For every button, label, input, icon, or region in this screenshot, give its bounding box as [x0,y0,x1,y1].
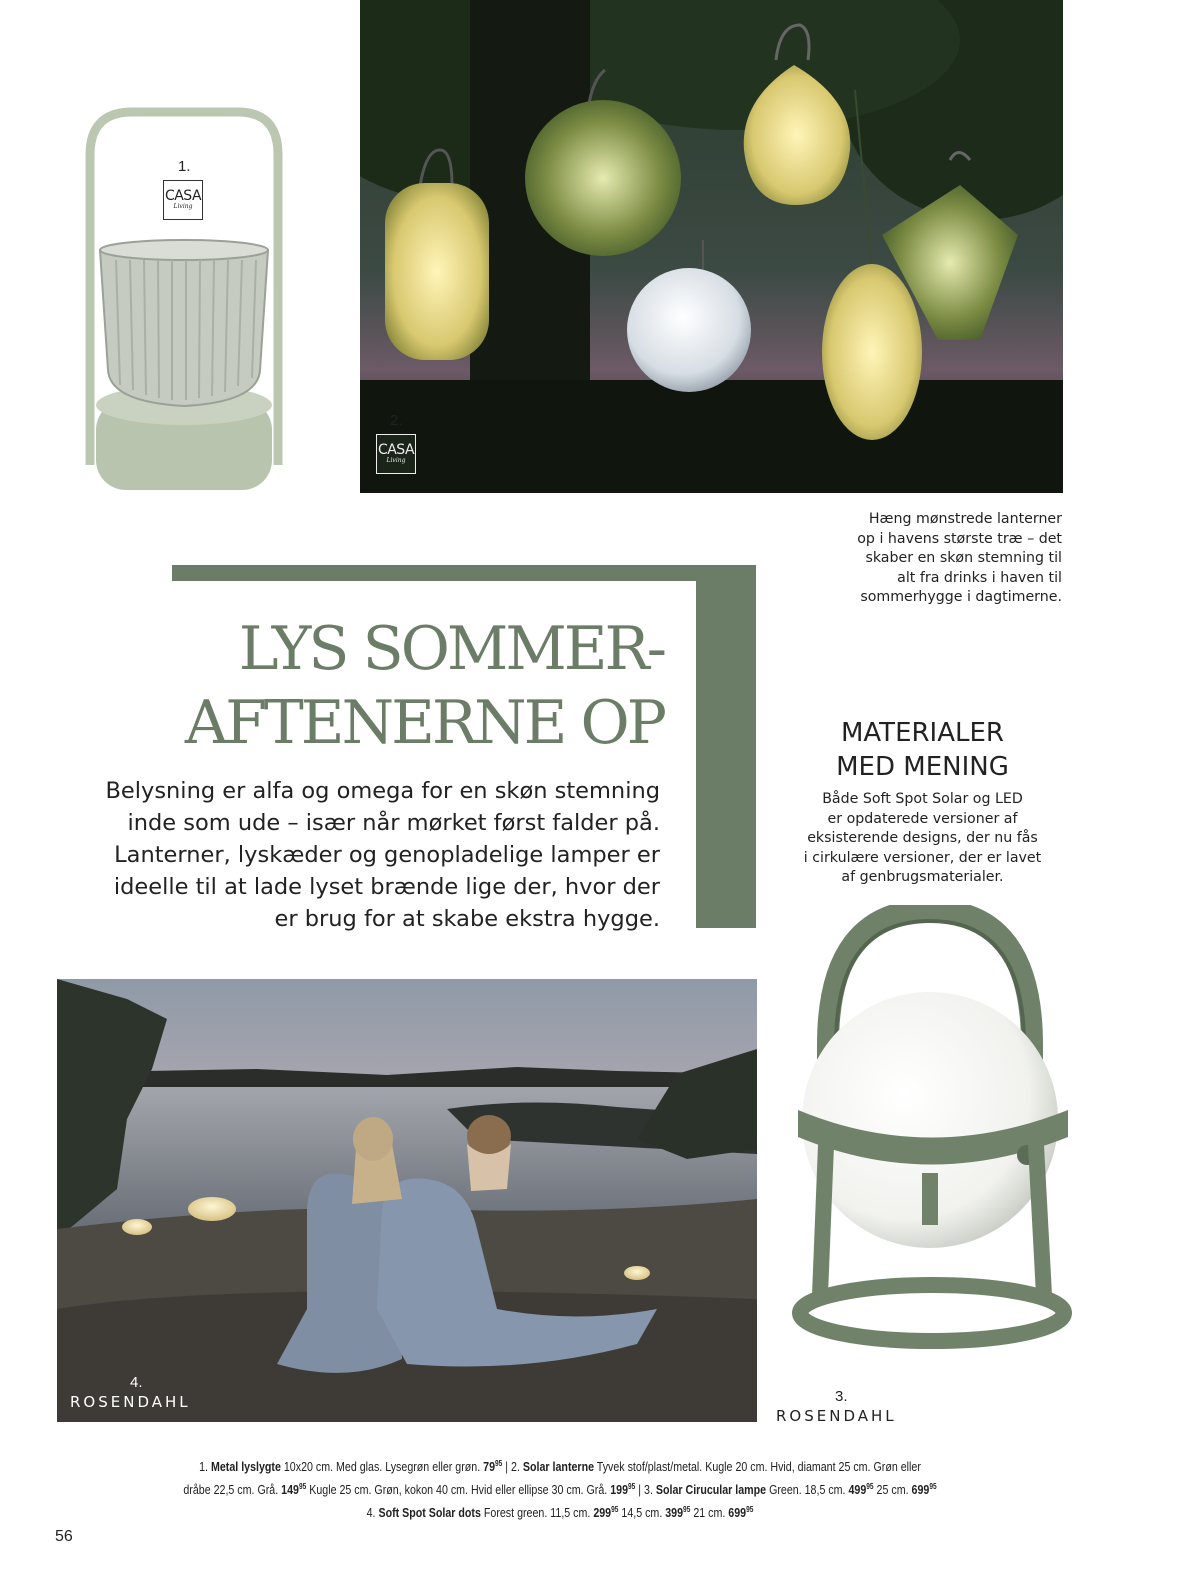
caption-line: skaber en skøn stemning til [865,550,1062,566]
logo-script: Living [386,457,406,464]
casa-living-logo-2 [376,434,416,474]
logo-text: CASA [377,442,415,458]
materials-line: eksisterende designs, der nu fås [807,830,1038,846]
price-cents: 95 [929,1482,937,1491]
materials-heading-line: MED MENING [836,752,1009,782]
materials-line: i cirkulære versioner, der er lavet [803,849,1042,866]
frame-bar-top [172,565,756,581]
product-number-4: 4. [130,1374,143,1391]
headline-line-1: LYS SOMMER- [238,614,664,684]
price: 199 [610,1482,629,1497]
rosendahl-logo-4: ROSENDAHL [70,1393,191,1411]
casa-living-logo [163,180,203,220]
footer-text: 2. [511,1459,520,1474]
price: 299 [593,1505,612,1520]
price-cents: 95 [495,1459,503,1468]
footer-text: Kugle 25 cm. Grøn, kokon 40 cm. Hvid eller ellipse 30 cm. Grå. [309,1482,608,1497]
hanging-lanterns-photo [360,0,1063,493]
lanterns-caption [790,510,1062,608]
price-cents: 95 [746,1505,754,1514]
product-list-footer [150,1454,970,1523]
product-name: Soft Spot Solar dots [378,1505,481,1520]
price: 149 [281,1482,299,1497]
price: 699 [728,1505,747,1520]
intro-line: ideelle til at lade lyset brænde lige der, hvor der [113,874,660,900]
price-cents: 95 [611,1505,619,1514]
separator: | [505,1459,509,1474]
logo-text: CASA [164,188,202,204]
product-number-1: 1. [178,158,191,175]
footer-text: Forest green. 11,5 cm. [483,1505,591,1520]
footer-line-3 [150,1500,970,1523]
intro-line: Belysning er alfa og omega for en skøn stemning [105,778,660,804]
price-cents: 95 [683,1505,691,1514]
footer-text: dråbe 22,5 cm. Grå. [183,1482,279,1497]
footer-text: Tyvek stof/plast/metal. Kugle 20 cm. Hvid, diamant 25 cm. Grøn eller [596,1459,921,1474]
seaside-illustration [57,979,757,1422]
separator: | [638,1482,642,1497]
product-number-3: 3. [835,1388,848,1405]
product-name: Solar Cirucular lampe [655,1482,767,1497]
footer-line-1 [150,1454,970,1477]
materials-heading-line: MATERIALER [840,718,1004,748]
caption-line: op i havens største træ – det [857,530,1062,547]
product-name: Solar lanterne [522,1459,595,1474]
solar-lamp-image [790,905,1075,1360]
materials-line: Både Soft Spot Solar og LED [822,791,1023,807]
logo-script: Living [173,203,193,210]
footer-text: 4. [366,1505,376,1520]
page-headline [40,612,664,760]
intro-line: er brug for at skabe ekstra hygge. [274,906,660,932]
price: 499 [848,1482,867,1497]
price-cents: 95 [298,1482,307,1491]
materials-heading [790,716,1055,784]
materials-body [790,790,1055,888]
caption-line: sommerhygge i dagtimerne. [860,589,1062,605]
materials-line: af genbrugsmaterialer. [841,869,1004,885]
caption-line: alt fra drinks i haven til [897,569,1062,586]
footer-text: 3. [644,1482,653,1497]
intro-paragraph [60,775,660,935]
caption-line: Hæng mønstrede lanterner [868,511,1062,527]
intro-line: Lanterner, lyskæder og genopladelige lamper er [114,842,660,868]
price-cents: 95 [866,1482,874,1491]
couple-seaside-photo [57,979,757,1422]
footer-text: 25 cm. [876,1482,909,1497]
footer-line-2 [150,1477,970,1500]
intro-line: inde som ude – især når mørket først falder på. [127,810,660,836]
footer-text: 1. [199,1459,209,1474]
price: 79 [483,1459,496,1474]
rosendahl-logo-3: ROSENDAHL [776,1407,897,1425]
footer-text: 14,5 cm. [621,1505,663,1520]
product-number-2: 2. [390,412,403,429]
lanterns-illustration [360,0,1063,493]
footer-text: 10x20 cm. Med glas. Lysegrøn eller grøn. [283,1459,481,1474]
footer-text: Green. 18,5 cm. [769,1482,846,1497]
page-number: 56 [55,1528,73,1545]
materials-line: er opdaterede versioner af [827,810,1018,827]
frame-bar-side [696,565,756,928]
footer-text: 21 cm. [693,1505,726,1520]
price: 699 [911,1482,930,1497]
price-cents: 95 [628,1482,636,1491]
product-name: Metal lyslygte [210,1459,281,1474]
price: 399 [665,1505,684,1520]
headline-line-2: AFTENERNE OP [184,688,664,758]
